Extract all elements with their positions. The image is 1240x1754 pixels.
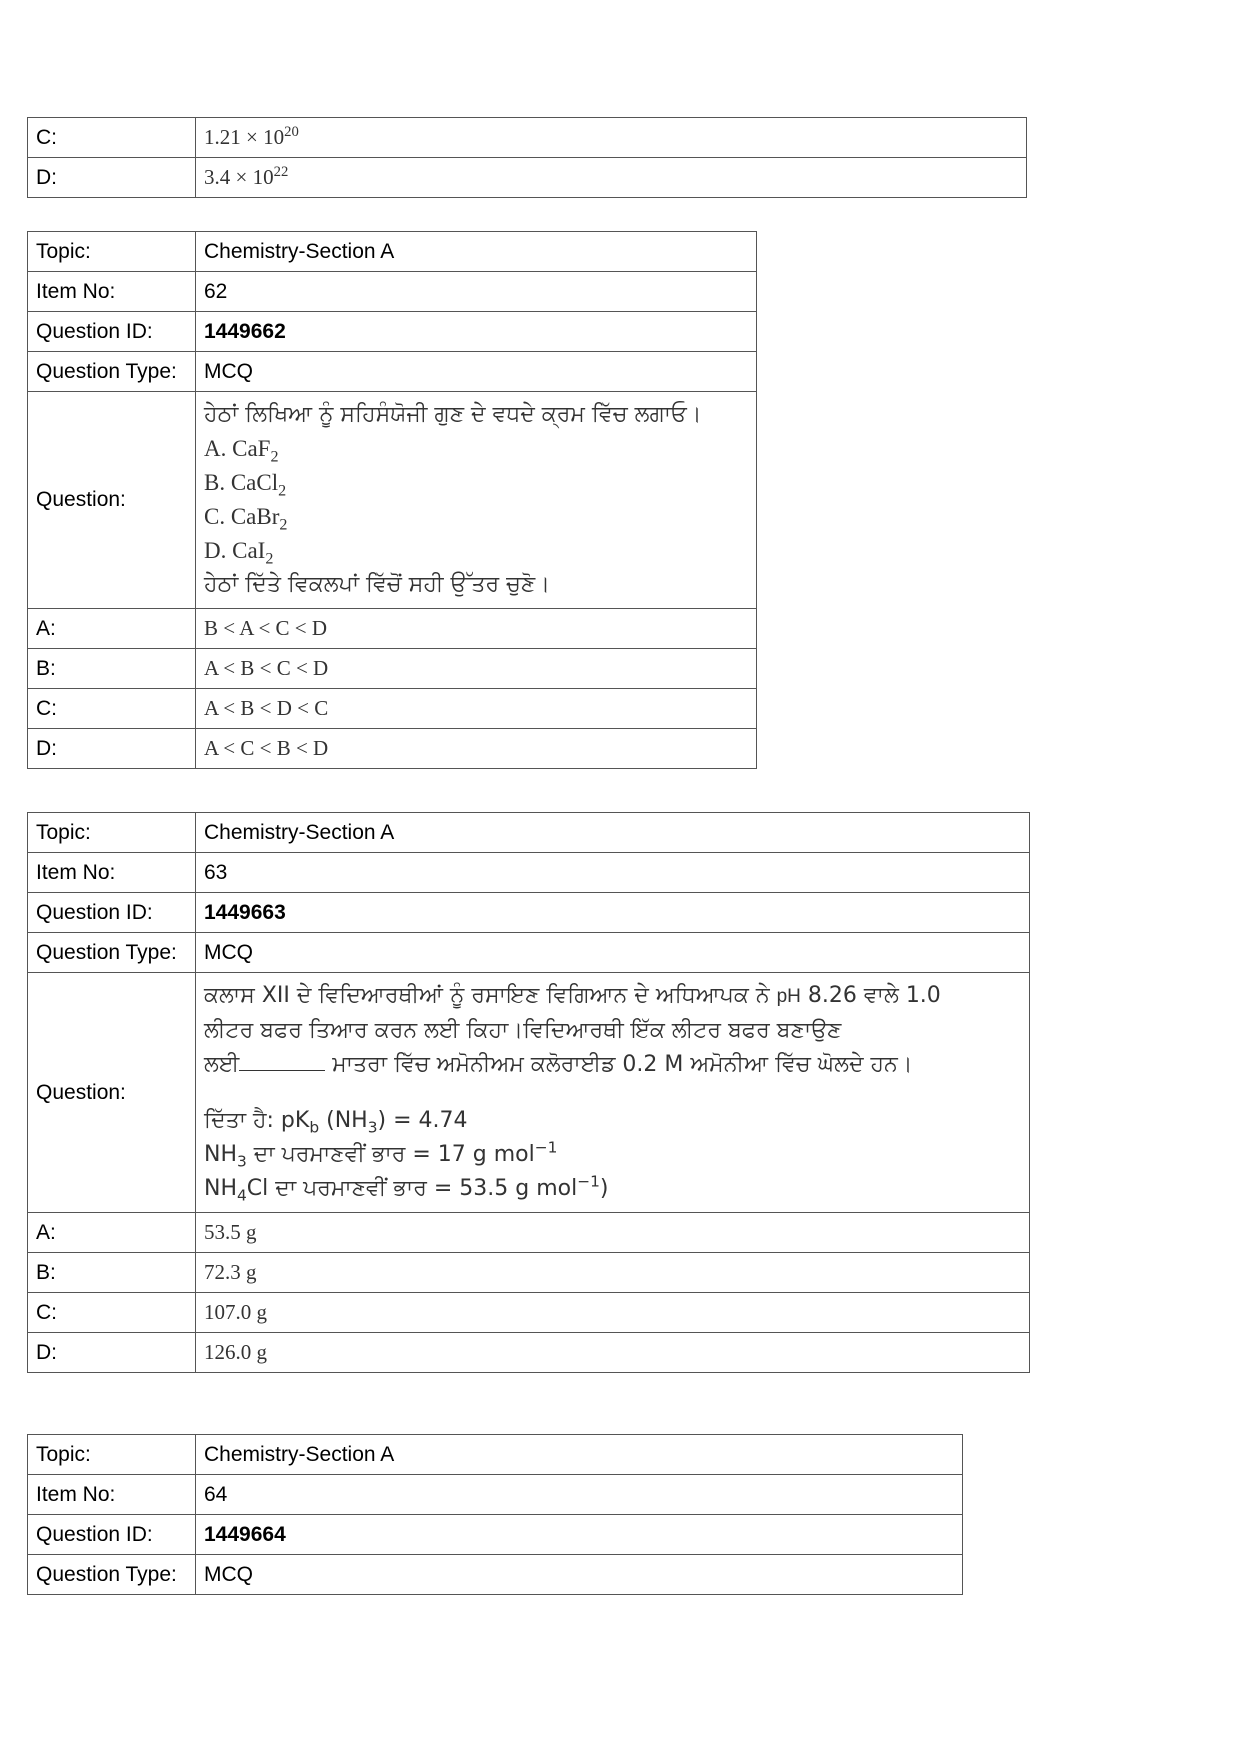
topic-label: Topic: bbox=[28, 232, 196, 272]
given-text: ਦਿੱਤਾ ਹੈ: pK bbox=[204, 1108, 310, 1133]
option-value: 72.3 g bbox=[196, 1253, 1030, 1293]
item-subscript: 2 bbox=[265, 550, 274, 568]
option-value: 107.0 g bbox=[196, 1293, 1030, 1333]
topic-row bbox=[28, 232, 757, 272]
option-label: B: bbox=[28, 649, 196, 689]
item-no-value: 62 bbox=[196, 272, 757, 312]
item-no-row bbox=[28, 272, 757, 312]
option-label: C: bbox=[28, 689, 196, 729]
question-mass-nh4cl bbox=[204, 1172, 1021, 1206]
answer-blank bbox=[239, 1050, 325, 1071]
prev-question-options-table bbox=[27, 117, 1027, 198]
mass-superscript: −1 bbox=[534, 1138, 558, 1157]
option-label: D: bbox=[28, 1333, 196, 1373]
option-value: 126.0 g bbox=[196, 1333, 1030, 1373]
line-text: 8.26 ਵਾਲੇ 1.0 bbox=[807, 983, 941, 1008]
question-id-label: Question ID: bbox=[28, 312, 196, 352]
question-label: Question: bbox=[28, 392, 196, 609]
option-row-b bbox=[28, 649, 757, 689]
question-id-row bbox=[28, 1515, 963, 1555]
item-no-row bbox=[28, 853, 1030, 893]
option-row-b bbox=[28, 1253, 1030, 1293]
question-mass-nh3 bbox=[204, 1138, 1021, 1172]
question-id-row bbox=[28, 312, 757, 352]
option-row-d bbox=[28, 158, 1027, 198]
question-63-table bbox=[27, 812, 1030, 1373]
spacer bbox=[204, 1082, 1021, 1104]
question-id-label: Question ID: bbox=[28, 1515, 196, 1555]
question-id-value: 1449663 bbox=[196, 893, 1030, 933]
mass-text: ਦਾ ਪਰਮਾਣਵੀਂ ਭਾਰ = 17 g mol bbox=[253, 1142, 535, 1167]
option-exponent: 22 bbox=[273, 164, 289, 180]
topic-value: Chemistry-Section A bbox=[196, 232, 757, 272]
option-value bbox=[196, 158, 1027, 198]
given-text: (NH bbox=[326, 1108, 368, 1133]
option-row-a bbox=[28, 609, 757, 649]
option-value: 53.5 g bbox=[196, 1213, 1030, 1253]
question-type-label: Question Type: bbox=[28, 352, 196, 392]
option-row-c bbox=[28, 118, 1027, 158]
option-row-c bbox=[28, 689, 757, 729]
given-subscript: b bbox=[309, 1118, 320, 1137]
topic-label: Topic: bbox=[28, 813, 196, 853]
line-text: ਮਾਤਰਾ ਵਿੱਚ ਅਮੋਨੀਅਮ ਕਲੋਰਾਈਡ 0.2 M ਅਮੋਨੀਆ ਵਿੱਚ ਘੋਲਦੇ ਹਨ। bbox=[332, 1052, 913, 1077]
option-value bbox=[196, 118, 1027, 158]
question-item-b bbox=[204, 466, 748, 500]
option-label: C: bbox=[28, 1293, 196, 1333]
option-row-c bbox=[28, 1293, 1030, 1333]
question-type-value: MCQ bbox=[196, 1555, 963, 1595]
question-body bbox=[196, 392, 757, 609]
question-id-value: 1449664 bbox=[196, 1515, 963, 1555]
option-label: B: bbox=[28, 1253, 196, 1293]
topic-row bbox=[28, 1435, 963, 1475]
question-type-row bbox=[28, 1555, 963, 1595]
question-row bbox=[28, 392, 757, 609]
question-line-3 bbox=[204, 1048, 1021, 1082]
topic-label: Topic: bbox=[28, 1435, 196, 1475]
question-item-a bbox=[204, 432, 748, 466]
question-line-1 bbox=[204, 979, 1021, 1014]
given-text: ) = 4.74 bbox=[377, 1108, 468, 1133]
item-subscript: 2 bbox=[278, 482, 287, 500]
question-item-d bbox=[204, 534, 748, 568]
item-text: B. CaCl bbox=[204, 470, 279, 495]
option-base: 3.4 × 10 bbox=[204, 165, 274, 189]
item-no-label: Item No: bbox=[28, 1475, 196, 1515]
item-no-label: Item No: bbox=[28, 853, 196, 893]
question-line-2: ਲੀਟਰ ਬਫਰ ਤਿਆਰ ਕਰਨ ਲਈ ਕਿਹਾ।ਵਿਦਿਆਰਥੀ ਇੱਕ ਲੀਟਰ ਬਫਰ ਬਣਾਉਣ bbox=[204, 1018, 842, 1043]
question-62-table bbox=[27, 231, 757, 769]
option-label: A: bbox=[28, 609, 196, 649]
question-outro: ਹੇਠਾਂ ਦਿੱਤੇ ਵਿਕਲਪਾਂ ਵਿੱਚੋਂ ਸਹੀ ਉੱਤਰ ਚੁਣੋ। bbox=[204, 572, 551, 597]
question-type-row bbox=[28, 352, 757, 392]
option-row-a bbox=[28, 1213, 1030, 1253]
question-type-value: MCQ bbox=[196, 933, 1030, 973]
option-label: D: bbox=[28, 729, 196, 769]
question-type-label: Question Type: bbox=[28, 933, 196, 973]
item-no-value: 64 bbox=[196, 1475, 963, 1515]
option-label: A: bbox=[28, 1213, 196, 1253]
item-text: C. CaBr bbox=[204, 504, 280, 529]
question-id-label: Question ID: bbox=[28, 893, 196, 933]
item-no-row bbox=[28, 1475, 963, 1515]
question-id-value: 1449662 bbox=[196, 312, 757, 352]
question-label: Question: bbox=[28, 973, 196, 1213]
line-text: ਕਲਾਸ XII ਦੇ ਵਿਦਿਆਰਥੀਆਂ ਨੂੰ ਰਸਾਇਣ ਵਿਗਿਆਨ ਦੇ ਅਧਿਆਪਕ ਨੇ bbox=[204, 983, 770, 1008]
mass-superscript: −1 bbox=[577, 1172, 600, 1191]
mass-text: NH bbox=[204, 1176, 237, 1201]
topic-row bbox=[28, 813, 1030, 853]
option-row-d bbox=[28, 1333, 1030, 1373]
question-64-table bbox=[27, 1434, 963, 1595]
question-id-row bbox=[28, 893, 1030, 933]
option-row-d bbox=[28, 729, 757, 769]
question-type-row bbox=[28, 933, 1030, 973]
question-item-c bbox=[204, 500, 748, 534]
option-label: C: bbox=[28, 118, 196, 158]
item-text: D. CaI bbox=[204, 538, 266, 563]
option-value: A < B < C < D bbox=[196, 649, 757, 689]
line-text: ਲਈ bbox=[204, 1052, 240, 1077]
option-value: B < A < C < D bbox=[196, 609, 757, 649]
option-value: A < C < B < D bbox=[196, 729, 757, 769]
mass-text: NH bbox=[204, 1142, 237, 1167]
item-subscript: 2 bbox=[270, 448, 279, 466]
question-given bbox=[204, 1104, 1021, 1138]
option-exponent: 20 bbox=[284, 124, 299, 140]
mass-subscript: 3 bbox=[237, 1152, 247, 1171]
mass-text: Cl ਦਾ ਪਰਮਾਣਵੀਂ ਭਾਰ = 53.5 g mol bbox=[246, 1176, 578, 1201]
option-value: A < B < D < C bbox=[196, 689, 757, 729]
question-intro: ਹੇਠਾਂ ਲਿਖਿਆ ਨੂੰ ਸਹਿਸੰਯੋਜੀ ਗੁਣ ਦੇ ਵਧਦੇ ਕ੍ਰਮ ਵਿੱਚ ਲਗਾਓ। bbox=[204, 402, 702, 427]
option-base: 1.21 × 10 bbox=[204, 125, 285, 149]
question-body bbox=[196, 973, 1030, 1213]
item-subscript: 2 bbox=[279, 516, 288, 534]
topic-value: Chemistry-Section A bbox=[196, 813, 1030, 853]
option-label: D: bbox=[28, 158, 196, 198]
item-text: A. CaF bbox=[204, 436, 271, 461]
given-subscript: 3 bbox=[367, 1118, 378, 1137]
item-no-label: Item No: bbox=[28, 272, 196, 312]
topic-value: Chemistry-Section A bbox=[196, 1435, 963, 1475]
item-no-value: 63 bbox=[196, 853, 1030, 893]
question-row bbox=[28, 973, 1030, 1213]
mass-text: ) bbox=[599, 1176, 609, 1201]
ph-text: pH bbox=[776, 986, 801, 1007]
question-type-label: Question Type: bbox=[28, 1555, 196, 1595]
mass-subscript: 4 bbox=[237, 1186, 247, 1205]
question-type-value: MCQ bbox=[196, 352, 757, 392]
